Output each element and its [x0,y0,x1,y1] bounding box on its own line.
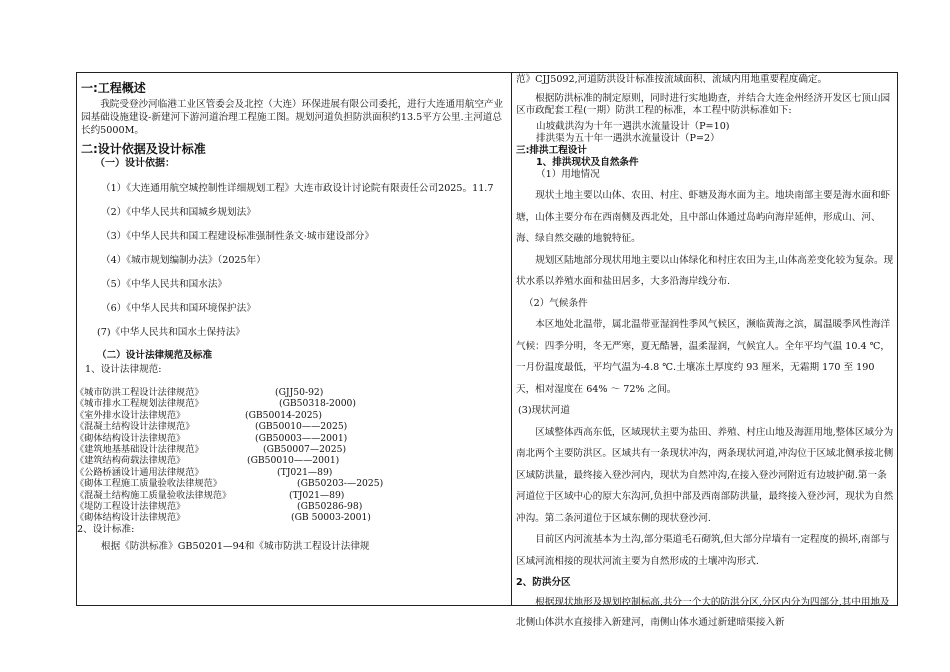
standard-name: 《砌体结构设计法律规范》 [75,512,186,524]
section-2-title: 二:设计依据及设计标准 [81,142,206,156]
land-use-heading: （1）用地情况 [536,169,600,180]
standard-code: (GB50286-98) [297,501,363,513]
section-1-title: 一:工程概述 [81,81,146,95]
section-1-body: 我院受登沙河临港工业区管委会及北控（大连）环保进展有限公司委托，进行大连通用航空产业园基础设施建设-新建河下游河道治理工程施工图。规划河道负担防洪面积约13.5平方公里.主河道总长约5000M。 [81,99,504,136]
standard-name: 《混凝土结构设计法律规范》 [75,421,195,433]
standard-name: 《砌体工程施工质量验收法律规范》 [75,478,222,490]
basis-item: （3）《中华人民共和国工程建设标准强制性条文·城市建设部分》 [101,231,374,242]
standard-name: 《建筑结构荷载法律规范》 [75,455,186,467]
list-item [75,455,506,466]
left-column [75,80,506,554]
river-paragraph-2: 目前区内河流基本为土沟,部分渠道毛石砌筑,但大部分岸墙有一定程度的损坏,南部与区域河流相接的现状河流主要为自然形成的土壤冲沟形式. [516,534,890,567]
standard-name: 《城市防洪工程设计法律规范》 [75,387,204,398]
climate-heading: （2）气候条件 [524,297,588,309]
zone-paragraph: 根据现状地形及规划控制标高,共分一个大的防洪分区,分区内分为四部分,其中用地及北侧山体洪水直接排入新建河，南侧山体水通过新建暗渠接入新 [516,597,890,628]
standard-code: (GB 50003-2001) [291,512,371,524]
standards-item-2-body: 根据《防洪标准》GB50201—94和《城市防洪工程设计法律规 [101,540,370,552]
list-item [75,444,506,455]
river-heading: (3)现状河道 [518,405,570,416]
list-item [75,501,506,512]
standard-code: (GB50318-2000) [279,398,356,410]
standard-code: (GB50010——2025) [255,421,348,433]
standards-list [75,387,506,524]
list-item [75,398,506,409]
standards-continuation: 范》CJJ5092,河道防洪设计标准按流域面积、流域内用地重要程度确定。 [516,74,828,85]
design-basis-list [81,181,506,340]
list-item [75,490,506,501]
standard-code: (TJ021—89) [289,489,345,501]
basis-item: （6）《中华人民共和国环境保护法》 [101,303,256,314]
flood-standard-line: 排洪渠为五十年一遇洪水流量设计（P=2） [536,133,720,144]
standard-code: (GB50007—2025) [263,444,347,456]
standard-name: 《城市排水工程规划法律规范》 [75,398,204,410]
section-3-title: 三:排洪工程设计 [516,145,587,156]
column-divider [511,72,512,606]
standard-name: 《砌体结构设计法律规范》 [75,432,186,444]
standard-code: (TJ021—89) [277,466,333,478]
standards-item-2-label: 2、设计标准: [77,523,135,535]
list-item [75,433,506,444]
standard-name: 《建筑地基基础设计法律规范》 [75,444,204,456]
standard-name: 《混凝土结构施工质量验收法律规范》 [75,489,232,501]
flood-standard-line: 山坡截洪沟为十年一遇洪水流量设计（P=10) [536,121,730,132]
basis-item: （2）《中华人民共和国城乡规划法》 [101,207,256,218]
list-item [75,512,506,523]
land-use-paragraph-2: 规划区陆地部分现状用地主要以山体绿化和村庄农田为主,山体高差变化较为复杂。现状水系以养殖水面和盐田居多，大多沿海岸线分布. [516,254,894,287]
basis-item: （1）《大连通用航空城控制性详细规划工程》大连市政设计讨论院有限责任公司2025。11.7 [101,183,494,194]
standard-name: 《堤防工程设计法律规范》 [75,501,186,513]
subsection-design-basis-title: （一）设计依据： [95,158,175,169]
basis-item: （5）《中华人民共和国水法》 [101,279,228,290]
land-use-paragraph-1: 现状土地主要以山体、农田、村庄、虾塘及海水面为主。地块南部主要是海水面和虾塘，山体主要分布在西南侧及西北处，且中部山体通过岛屿向海岸延伸，形成山、河、海、绿自然交融的地貌特征。 [516,190,891,244]
list-item [75,410,506,421]
standard-name: 《公路桥涵设计通用法律规范》 [75,466,204,478]
standards-item-1-label: 1、设计法律规范: [85,364,162,375]
section-3-1-title: 1、排洪现状及自然条件 [536,157,639,168]
standard-code: (GB50014-2025) [245,409,322,421]
standard-code: (GB50003——2001) [255,432,348,444]
right-column [516,73,894,633]
climate-paragraph: 本区地处北温带，属北温带亚湿润性季风气候区，濒临黄海之滨，属温暖季风性海洋气候：四季分明，冬无严寒，夏无酷暑，温柔湿润，气候宜人。全年平均气温 10.4 ℃，一月份温度最低，平均气温为-4.8 ℃.土壤冻土厚度约 93 厘米，无霜期 170 至 190 天，相对湿度在 64% ～ 72% 之间。 [516,319,891,395]
list-item [75,387,506,398]
standard-code: (GJJ50-92) [275,387,324,398]
flood-standard-paragraph: 根据防洪标准的制定原则，同时进行实地勘查，并结合大连金州经济开发区七顶山园区市政配套工程(一期）防洪工程的标准，本工程中防洪标准如下: [516,93,891,116]
list-item [75,421,506,432]
list-item [75,467,506,478]
river-paragraph-1: 区域整体西高东低，区域现状主要为盐田、养殖、村庄山地及海涯用地,整体区域分为南北两个主要防洪区。区域共有一条现状冲沟，两条现状河道,冲沟位于区域北侧承接北侧区域防洪量，最终接入登沙河内，现状为自然冲沟,在接入登沙河附近有边坡护砌.第一条河道位于区域中心的原大东沟河,负担中部及西南部防洪量，最终接入登沙河，现状为自然冲沟。第二条河道位于区域东侧的现状登沙河. [516,426,894,524]
standard-name: 《室外排水设计法律规范》 [75,409,186,421]
section-3-2-title: 2、防洪分区 [516,577,571,588]
list-item [75,478,506,489]
basis-item: (7)《中华人民共和国水土保持法》 [97,327,245,338]
standard-code: (GB50010——2001) [247,455,340,467]
subsection-standards-title: （二）设计法律规范及标准 [97,350,213,361]
basis-item: （4）《城市规划编制办法》（2025年） [101,255,266,266]
standard-code: (GB50203-—2025) [297,478,384,490]
